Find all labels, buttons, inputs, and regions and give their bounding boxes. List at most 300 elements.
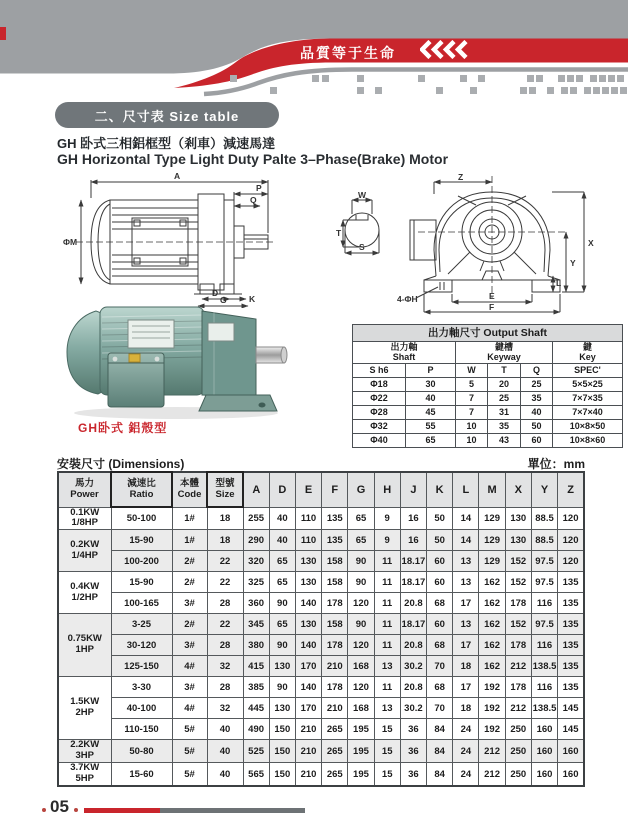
cell: 97.5 xyxy=(531,572,557,593)
cell: 16 xyxy=(400,507,426,530)
cell: 40 xyxy=(207,740,243,763)
cell: 36 xyxy=(400,763,426,786)
cell: 7×7×35 xyxy=(553,391,623,405)
cell: 97.5 xyxy=(531,614,557,635)
output-shaft-row xyxy=(353,405,623,419)
output-shaft-tbody xyxy=(353,377,623,447)
cell: 65 xyxy=(406,433,456,447)
cell: 265 xyxy=(322,740,348,763)
cell: 2# xyxy=(172,551,207,572)
cell: 135 xyxy=(322,507,348,530)
cell: 7×7×40 xyxy=(553,405,623,419)
header-power xyxy=(58,472,111,507)
header-size xyxy=(207,472,243,507)
cell: 40 xyxy=(269,530,295,551)
cell: Φ22 xyxy=(353,391,406,405)
cell: 40 xyxy=(406,391,456,405)
dimension-row xyxy=(58,763,584,786)
dimensions-caption: 安裝尺寸 (Dimensions) xyxy=(57,457,185,471)
cell: 24 xyxy=(453,763,479,786)
dimension-row xyxy=(58,614,584,635)
cell: 130 xyxy=(505,507,531,530)
cell: 50 xyxy=(427,530,453,551)
cell: 4# xyxy=(172,656,207,677)
dim-label-s: S xyxy=(359,242,365,252)
dim-label-y: Y xyxy=(570,258,576,268)
cell: 150 xyxy=(269,719,295,740)
cell: 116 xyxy=(531,677,557,698)
cell: 20.8 xyxy=(400,677,426,698)
dim-label-t: T xyxy=(336,228,342,238)
cell: 13 xyxy=(453,572,479,593)
cell: 3# xyxy=(172,593,207,614)
footer-bar-gray xyxy=(160,808,305,813)
cell: 178 xyxy=(505,635,531,656)
cell: 195 xyxy=(348,740,374,763)
cell: 20.8 xyxy=(400,635,426,656)
cell: 195 xyxy=(348,763,374,786)
cell: 138.5 xyxy=(531,656,557,677)
power-cell: 0.75KW 1HP xyxy=(58,614,111,677)
cell: 65 xyxy=(269,614,295,635)
cell: 18 xyxy=(207,530,243,551)
cell: Φ40 xyxy=(353,433,406,447)
cell: 70 xyxy=(427,656,453,677)
cell: 15-60 xyxy=(111,763,172,786)
cell: 210 xyxy=(295,740,321,763)
cell: Φ28 xyxy=(353,405,406,419)
cell: 210 xyxy=(322,656,348,677)
cell: 16 xyxy=(400,530,426,551)
cell: 11 xyxy=(374,593,400,614)
cell: 380 xyxy=(243,635,269,656)
header-dim-a: A xyxy=(243,472,269,507)
col-p: P xyxy=(406,363,456,377)
cell: 65 xyxy=(269,551,295,572)
cell: 158 xyxy=(322,572,348,593)
header-ratio-en: Ratio xyxy=(129,488,154,500)
cell: 162 xyxy=(479,614,505,635)
cell: 120 xyxy=(348,635,374,656)
dim-label-e: E xyxy=(489,291,495,301)
cell: 100-165 xyxy=(111,593,172,614)
cell: 140 xyxy=(295,635,321,656)
dimension-row xyxy=(58,507,584,530)
cell: 178 xyxy=(505,593,531,614)
header-size-zh: 型號 xyxy=(215,478,235,490)
cell: 50-80 xyxy=(111,740,172,763)
cell: 40 xyxy=(207,719,243,740)
cell: 90 xyxy=(269,593,295,614)
cell: 178 xyxy=(505,677,531,698)
cell: 250 xyxy=(505,763,531,786)
cell: 490 xyxy=(243,719,269,740)
cell: 110 xyxy=(295,530,321,551)
cell: 152 xyxy=(505,572,531,593)
cell: 10 xyxy=(456,433,488,447)
cell: 18.17 xyxy=(400,614,426,635)
cell: 178 xyxy=(322,593,348,614)
cell: 5# xyxy=(172,740,207,763)
group-key-en: Key xyxy=(579,352,596,363)
cell: 30-120 xyxy=(111,635,172,656)
cell: 50 xyxy=(521,419,553,433)
cell: 210 xyxy=(322,698,348,719)
cell: 290 xyxy=(243,530,269,551)
group-keyway xyxy=(456,342,553,364)
cell: 110 xyxy=(295,507,321,530)
cell: 15 xyxy=(374,719,400,740)
dim-label-phi-m: ΦM xyxy=(63,237,78,247)
cell: 28 xyxy=(207,677,243,698)
cell: 45 xyxy=(406,405,456,419)
cell: 210 xyxy=(295,719,321,740)
dim-label-mounting-holes: 4-ΦH xyxy=(397,294,418,304)
group-keyway-zh: 鍵槽 xyxy=(494,342,513,352)
page-number: 05 xyxy=(50,797,69,816)
cell: 120 xyxy=(558,530,584,551)
cell: 265 xyxy=(322,763,348,786)
cell: 168 xyxy=(348,698,374,719)
dimension-row xyxy=(58,677,584,698)
cell: 162 xyxy=(479,593,505,614)
header-power-en: Power xyxy=(70,488,99,500)
footer-dot-right xyxy=(74,808,78,812)
cell: 3# xyxy=(172,635,207,656)
cell: 15 xyxy=(374,763,400,786)
cell: 60 xyxy=(427,614,453,635)
cell: 15-90 xyxy=(111,572,172,593)
cell: 11 xyxy=(374,677,400,698)
cell: 22 xyxy=(207,614,243,635)
group-shaft xyxy=(353,342,456,364)
photo-caption: GH卧式 鋁殼型 xyxy=(78,421,168,435)
cell: 192 xyxy=(479,677,505,698)
cell: 158 xyxy=(322,614,348,635)
cell: 160 xyxy=(558,763,584,786)
cell: 325 xyxy=(243,572,269,593)
cell: 18 xyxy=(453,698,479,719)
header-dim-h: H xyxy=(374,472,400,507)
cell: 192 xyxy=(479,719,505,740)
power-cell: 1.5KW 2HP xyxy=(58,677,111,740)
cell: 195 xyxy=(348,719,374,740)
cell: 120 xyxy=(348,593,374,614)
cell: 90 xyxy=(269,635,295,656)
dimension-row xyxy=(58,593,584,614)
cell: 138.5 xyxy=(531,698,557,719)
cell: 130 xyxy=(269,698,295,719)
cell: 11 xyxy=(374,551,400,572)
dim-label-x: X xyxy=(588,238,594,248)
cell: 3# xyxy=(172,677,207,698)
cell: 525 xyxy=(243,740,269,763)
cell: 15 xyxy=(374,740,400,763)
cell: 36 xyxy=(400,719,426,740)
cell: 385 xyxy=(243,677,269,698)
cell: 20.8 xyxy=(400,593,426,614)
cell: 36 xyxy=(400,740,426,763)
cell: 25 xyxy=(488,391,521,405)
group-shaft-zh: 出力軸 xyxy=(390,342,418,352)
cell: 90 xyxy=(269,677,295,698)
dim-label-f: F xyxy=(489,302,495,312)
power-cell: 3.7KW 5HP xyxy=(58,763,111,786)
cell: 135 xyxy=(558,593,584,614)
header-dim-j: J xyxy=(400,472,426,507)
col-w: W xyxy=(456,363,488,377)
cell: 110-150 xyxy=(111,719,172,740)
header-dim-e: E xyxy=(295,472,321,507)
cell: 255 xyxy=(243,507,269,530)
cell: 17 xyxy=(453,593,479,614)
cell: 116 xyxy=(531,635,557,656)
cell: 35 xyxy=(488,419,521,433)
header-dim-x: X xyxy=(505,472,531,507)
cell: 162 xyxy=(479,572,505,593)
cell: 320 xyxy=(243,551,269,572)
cell: 25 xyxy=(521,377,553,391)
cell: 65 xyxy=(269,572,295,593)
cell: 13 xyxy=(453,614,479,635)
cell: 3-25 xyxy=(111,614,172,635)
dim-label-q: Q xyxy=(250,195,257,205)
cell: 210 xyxy=(295,763,321,786)
dim-label-z: Z xyxy=(458,172,464,182)
cell: 60 xyxy=(427,551,453,572)
cell: 88.5 xyxy=(531,530,557,551)
cell: 145 xyxy=(558,698,584,719)
cell: 65 xyxy=(348,530,374,551)
cell: 1# xyxy=(172,507,207,530)
output-shaft-row xyxy=(353,377,623,391)
cell: 11 xyxy=(374,635,400,656)
cell: 152 xyxy=(505,614,531,635)
cell: 28 xyxy=(207,635,243,656)
end-view-drawing xyxy=(396,172,602,317)
cell: 160 xyxy=(531,740,557,763)
output-shaft-row xyxy=(353,419,623,433)
cell: 18.17 xyxy=(400,551,426,572)
col-s-h6: S h6 xyxy=(353,363,406,377)
header-dim-f: F xyxy=(322,472,348,507)
cell: 120 xyxy=(558,551,584,572)
group-key-zh: 鍵 xyxy=(582,342,592,352)
cell: 125-150 xyxy=(111,656,172,677)
cell: 2# xyxy=(172,614,207,635)
cell: 135 xyxy=(558,614,584,635)
left-edge-accent xyxy=(0,27,6,40)
cell: 415 xyxy=(243,656,269,677)
cell: 88.5 xyxy=(531,507,557,530)
header-dim-k: K xyxy=(427,472,453,507)
cell: 3-30 xyxy=(111,677,172,698)
cell: 168 xyxy=(348,656,374,677)
cell: 7 xyxy=(456,391,488,405)
cell: 145 xyxy=(558,719,584,740)
header-dim-m: M xyxy=(479,472,505,507)
group-keyway-en: Keyway xyxy=(487,352,521,363)
cell: 212 xyxy=(505,698,531,719)
power-cell: 0.2KW 1/4HP xyxy=(58,530,111,572)
cell: 17 xyxy=(453,677,479,698)
group-shaft-en: Shaft xyxy=(392,352,416,363)
cell: 32 xyxy=(207,698,243,719)
motor-photo xyxy=(56,295,291,420)
dimension-row xyxy=(58,656,584,677)
output-shaft-row xyxy=(353,391,623,405)
dim-label-l: L xyxy=(556,278,562,288)
power-cell: 2.2KW 3HP xyxy=(58,740,111,763)
header-code xyxy=(172,472,207,507)
cell: 345 xyxy=(243,614,269,635)
dimension-row xyxy=(58,530,584,551)
cell: 135 xyxy=(558,677,584,698)
dimension-row xyxy=(58,635,584,656)
dimension-row xyxy=(58,698,584,719)
dim-label-p: P xyxy=(256,183,262,193)
cell: 250 xyxy=(505,719,531,740)
cell: 9 xyxy=(374,530,400,551)
cell: 30.2 xyxy=(400,698,426,719)
col-spec: SPEC' xyxy=(553,363,623,377)
header-size-en: Size xyxy=(215,488,235,500)
cell: 24 xyxy=(453,719,479,740)
cell: 130 xyxy=(505,530,531,551)
output-shaft-title: 出力軸尺寸 Output Shaft xyxy=(353,325,623,342)
cell: 13 xyxy=(374,698,400,719)
cell: 55 xyxy=(406,419,456,433)
header-code-zh: 本體 xyxy=(179,478,199,490)
header-dim-g: G xyxy=(348,472,374,507)
cell: 265 xyxy=(322,719,348,740)
cell: 97.5 xyxy=(531,551,557,572)
dimension-row xyxy=(58,551,584,572)
power-cell: 0.4KW 1/2HP xyxy=(58,572,111,614)
cell: 212 xyxy=(479,763,505,786)
banner-slogan: 品質等于生命 xyxy=(300,45,396,61)
cell: Φ18 xyxy=(353,377,406,391)
dimensions-tbody xyxy=(58,507,584,786)
cell: 178 xyxy=(322,677,348,698)
cell: 43 xyxy=(488,433,521,447)
cell: 130 xyxy=(295,614,321,635)
cell: 68 xyxy=(427,593,453,614)
cell: 30.2 xyxy=(400,656,426,677)
cell: 192 xyxy=(479,698,505,719)
header-dim-z: Z xyxy=(558,472,584,507)
unit-label: 單位：mm xyxy=(527,457,585,471)
cell: 50 xyxy=(427,507,453,530)
cell: 31 xyxy=(488,405,521,419)
cell: 129 xyxy=(479,530,505,551)
cell: 22 xyxy=(207,551,243,572)
header-dim-l: L xyxy=(453,472,479,507)
cell: 9 xyxy=(374,507,400,530)
cell: 4# xyxy=(172,698,207,719)
cell: 212 xyxy=(479,740,505,763)
cell: 130 xyxy=(269,656,295,677)
cell: 14 xyxy=(453,530,479,551)
cell: 40 xyxy=(207,763,243,786)
cell: 170 xyxy=(295,698,321,719)
cell: 158 xyxy=(322,551,348,572)
dim-label-g: G xyxy=(220,295,227,305)
cell: 28 xyxy=(207,593,243,614)
cell: 360 xyxy=(243,593,269,614)
cell: 30 xyxy=(406,377,456,391)
cell: 178 xyxy=(322,635,348,656)
cell: 1# xyxy=(172,530,207,551)
header-dim-y: Y xyxy=(531,472,557,507)
cell: 5 xyxy=(456,377,488,391)
cell: 15-90 xyxy=(111,530,172,551)
cell: 212 xyxy=(505,656,531,677)
header-code-en: Code xyxy=(177,488,202,500)
dim-label-d: D xyxy=(212,288,219,298)
cell: 250 xyxy=(505,740,531,763)
header-dim-d: D xyxy=(269,472,295,507)
cell: 60 xyxy=(521,433,553,447)
cell: 65 xyxy=(348,507,374,530)
dimension-row xyxy=(58,572,584,593)
group-key xyxy=(553,342,623,364)
cell: 84 xyxy=(427,740,453,763)
cell: 120 xyxy=(558,507,584,530)
cell: Φ32 xyxy=(353,419,406,433)
power-cell: 0.1KW 1/8HP xyxy=(58,507,111,530)
cell: 162 xyxy=(479,635,505,656)
dim-label-w: W xyxy=(358,192,367,200)
cell: 60 xyxy=(427,572,453,593)
dim-label-k: K xyxy=(249,294,256,304)
cell: 160 xyxy=(558,740,584,763)
cell: 170 xyxy=(295,656,321,677)
footer-dot-left xyxy=(42,808,46,812)
cell: 90 xyxy=(348,572,374,593)
cell: 10 xyxy=(456,419,488,433)
cell: 13 xyxy=(453,551,479,572)
cell: 17 xyxy=(453,635,479,656)
cell: 160 xyxy=(531,763,557,786)
cell: 5×5×25 xyxy=(553,377,623,391)
cell: 150 xyxy=(269,763,295,786)
cell: 135 xyxy=(322,530,348,551)
cell: 135 xyxy=(558,635,584,656)
cell: 10×8×60 xyxy=(553,433,623,447)
cell: 129 xyxy=(479,551,505,572)
cell: 140 xyxy=(295,677,321,698)
output-shaft-table xyxy=(352,324,623,448)
chevrons-icon xyxy=(420,40,472,59)
cell: 22 xyxy=(207,572,243,593)
header-ratio xyxy=(111,472,172,507)
cell: 11 xyxy=(374,614,400,635)
cell: 152 xyxy=(505,551,531,572)
footer-bar-red xyxy=(84,808,160,813)
cell: 120 xyxy=(348,677,374,698)
cell: 68 xyxy=(427,677,453,698)
cell: 18 xyxy=(453,656,479,677)
cell: 150 xyxy=(269,740,295,763)
side-view-drawing xyxy=(62,170,314,308)
cell: 40-100 xyxy=(111,698,172,719)
pixel-pattern xyxy=(230,75,627,94)
cell: 14 xyxy=(453,507,479,530)
cell: 40 xyxy=(521,405,553,419)
cell: 135 xyxy=(558,572,584,593)
cell: 32 xyxy=(207,656,243,677)
